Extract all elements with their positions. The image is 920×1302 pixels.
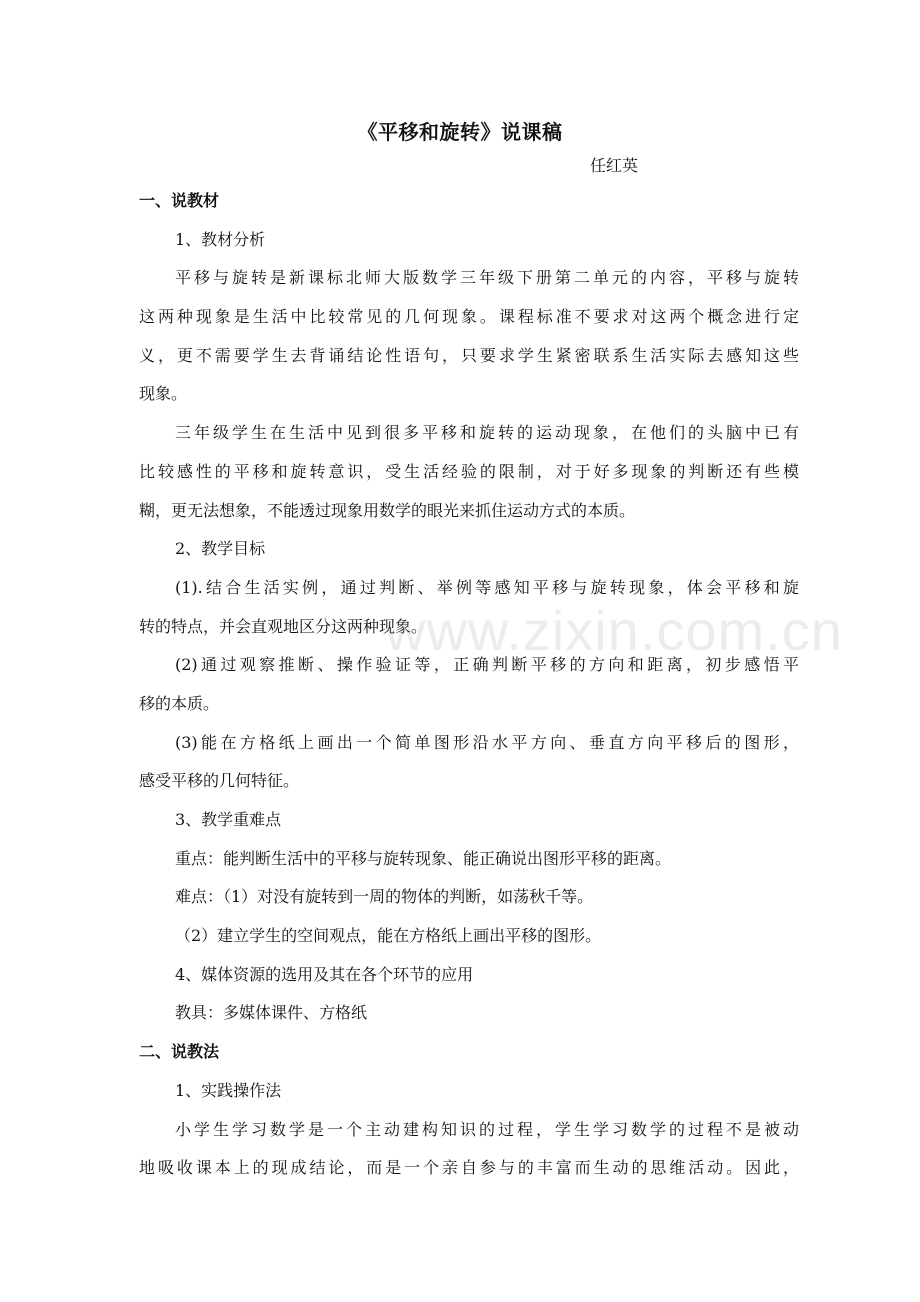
section-heading: 一、说教材 [139, 191, 220, 210]
author-name: 任红英 [590, 156, 639, 175]
watermark: www.zixin.com.cn [385, 599, 843, 662]
goal-line: 移的本质。 [139, 693, 220, 713]
key-point-line: 重点：能判断生活中的平移与旋转现象、能正确说出图形平移的距离。 [175, 848, 672, 868]
paragraph-line: 义，更不需要学生去背诵结论性语句，只要求学生紧密联系生活实际去感知这些 [139, 345, 799, 365]
document-body [139, 182, 799, 1188]
goal-line: 感受平移的几何特征。 [139, 771, 300, 791]
goal-line: (2)通过观察推断、操作验证等，正确判断平移的方向和距离，初步感悟平 [175, 655, 799, 675]
subsection-heading: 1、实践操作法 [175, 1080, 282, 1100]
goal-line: (3)能在方格纸上画出一个简单图形沿水平方向、垂直方向平移后的图形， [175, 732, 799, 752]
paragraph-line: 地吸收课本上的现成结论，而是一个亲自参与的丰富而生动的思维活动。因此， [139, 1158, 799, 1178]
subsection-heading: 4、媒体资源的选用及其在各个环节的应用 [175, 964, 474, 984]
tools-line: 教具：多媒体课件、方格纸 [175, 1003, 368, 1023]
subsection-heading: 1、教材分析 [175, 229, 266, 249]
paragraph-line: 三年级学生在生活中见到很多平移和旋转的运动现象，在他们的头脑中已有 [175, 423, 799, 443]
paragraph-line: 平移与旋转是新课标北师大版数学三年级下册第二单元的内容，平移与旋转 [175, 268, 799, 288]
section-heading: 二、说教法 [139, 1042, 220, 1062]
paragraph-line: 糊，更无法想象，不能透过现象用数学的眼光来抓住运动方式的本质。 [139, 500, 636, 520]
difficulty-line: （2）建立学生的空间观点，能在方格纸上画出平移的图形。 [175, 926, 602, 946]
subsection-heading: 2、教学目标 [175, 539, 266, 559]
document-title: 《平移和旋转》说课稿 [357, 120, 563, 144]
subsection-heading: 3、教学重难点 [175, 810, 282, 829]
paragraph-line: 小学生学习数学是一个主动建构知识的过程，学生学习数学的过程不是被动 [175, 1119, 799, 1139]
difficulty-line: 难点：（1）对没有旋转到一周的物体的判断，如荡秋千等。 [175, 887, 594, 907]
paragraph-line: 现象。 [139, 384, 188, 404]
paragraph-line: 比较感性的平移和旋转意识，受生活经验的限制，对于好多现象的判断还有些模 [139, 461, 799, 481]
goal-line: (1).结合生活实例，通过判断、举例等感知平移与旋转现象，体会平移和旋 [175, 577, 799, 597]
paragraph-line: 这两种现象是生活中比较常见的几何现象。课程标准不要求对这两个概念进行定 [139, 307, 799, 327]
goal-line: 转的特点，并会直观地区分这两种现象。 [139, 616, 428, 636]
